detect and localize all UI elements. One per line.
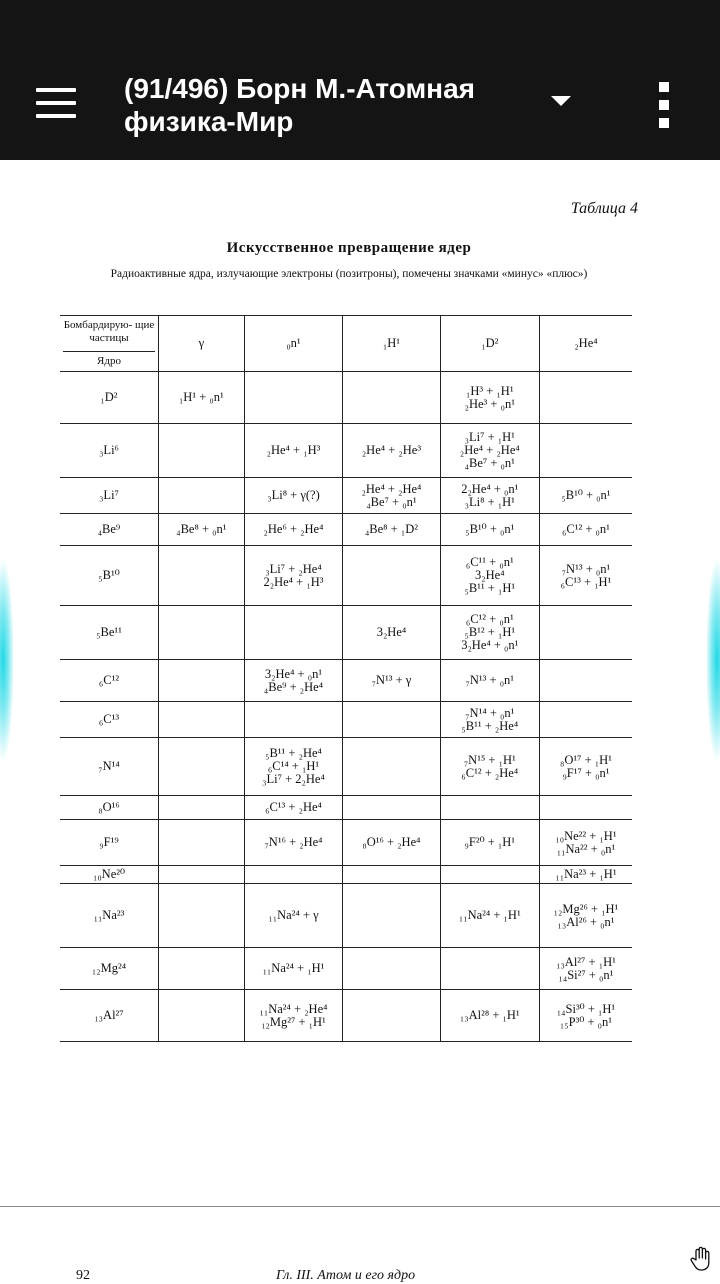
reaction-product: ₁₅P³⁰ + ₀n¹ [559, 1014, 613, 1029]
table-cell [440, 796, 539, 820]
reaction-product: ₇N¹⁵ + ₁H¹ [463, 752, 516, 767]
reaction-product: 3₂He⁴ + ₀n¹ [461, 638, 519, 652]
table-cell [539, 660, 632, 702]
table-cell [440, 424, 539, 478]
row-nucleus: ₉F¹⁹ [99, 835, 119, 849]
table-cell [244, 990, 343, 1042]
table-row [60, 948, 632, 990]
reaction-product: ₁₁Na²² + ₀n¹ [556, 841, 616, 856]
reaction-product: ₇N¹³ + ₀n¹ [465, 673, 515, 687]
column-header: ₁D² [440, 316, 539, 372]
table-cell [244, 660, 343, 702]
table-row [60, 546, 632, 606]
reaction-product: ₂He⁴ + ₁H³ [266, 443, 321, 457]
table-cell [244, 948, 343, 990]
table-cell [539, 796, 632, 820]
column-header: ₂He⁴ [539, 316, 632, 372]
hand-pan-icon[interactable] [690, 1246, 714, 1272]
reaction-product: ₂He⁴ + ₂He⁴ [361, 481, 422, 496]
reaction-product: ₁₁Na²⁴ + ₁H¹ [262, 961, 325, 975]
row-nucleus: ₁₂Mg²⁴ [91, 961, 127, 975]
document-title: (91/496) Борн М.-Атомная физика-Мир [124, 73, 475, 137]
table-cell [343, 738, 440, 796]
header-nucleus-label: Ядро [97, 355, 121, 367]
table-cell [244, 866, 343, 884]
table-cell [244, 546, 343, 606]
reaction-product: ₈O¹⁷ + ₁H¹ [560, 752, 612, 767]
table-row [60, 514, 632, 546]
table-cell [244, 884, 343, 948]
table-cell [539, 738, 632, 796]
table-cell [244, 514, 343, 546]
table-cell [343, 796, 440, 820]
footer-divider [0, 1206, 720, 1207]
reaction-product: ₇N¹⁶ + ₂He⁴ [264, 835, 323, 849]
reaction-product: ₃Li⁷ + ₂He⁴ [265, 561, 322, 576]
table-caption: Таблица 4 [570, 200, 638, 217]
table-cell [440, 702, 539, 738]
reaction-product: ₆C¹² + ₀n¹ [465, 612, 514, 626]
page-edge-glow-right [706, 560, 720, 760]
table-cell [440, 820, 539, 866]
reaction-product: ₁₂Mg²⁷ + ₁H¹ [261, 1014, 326, 1029]
reaction-product: ₆C¹⁴ + ₁H¹ [267, 759, 320, 773]
hamburger-menu-icon[interactable] [36, 88, 76, 118]
table-cell [343, 424, 440, 478]
table-row [60, 424, 632, 478]
reaction-product: ₁H¹ + ₀n¹ [178, 390, 224, 404]
reaction-product: ₁₃Al²⁸ + ₁H¹ [459, 1008, 520, 1022]
reaction-product: 2₂He⁴ + ₁H³ [263, 574, 324, 589]
table-cell [440, 948, 539, 990]
reaction-product: ₄Be⁸ + ₀n¹ [176, 522, 227, 536]
reaction-product: ₄Be⁷ + ₀n¹ [464, 456, 515, 470]
document-page[interactable] [60, 190, 638, 1090]
table-cell [539, 990, 632, 1042]
row-nucleus: ₅B¹⁰ [98, 568, 120, 582]
table-cell [539, 546, 632, 606]
table-cell [440, 866, 539, 884]
header-corner-cell [60, 316, 159, 372]
table-subtitle: Радиоактивные ядра, излучающие электроны (позитроны), помечены значками «минус» «плюс») [110, 268, 588, 280]
column-header: γ [159, 316, 245, 372]
table-cell [159, 546, 245, 606]
table-cell [343, 372, 440, 424]
nuclear-transmutation-table [60, 315, 632, 1042]
reaction-product: ₂He⁴ + ₂He³ [361, 443, 422, 457]
reaction-product: ₄Be⁷ + ₀n¹ [366, 494, 417, 509]
table-cell [440, 738, 539, 796]
table-cell [343, 606, 440, 660]
table-cell [343, 514, 440, 546]
page-edge-glow-left [0, 560, 14, 760]
reaction-product: ₃Li⁷ + 2₂He⁴ [262, 772, 325, 786]
table-cell [244, 702, 343, 738]
table-cell [539, 514, 632, 546]
reaction-product: 3₂He⁴ [475, 568, 505, 582]
table-cell [539, 820, 632, 866]
reaction-product: ₅B¹¹ + ₂He⁴ [265, 746, 322, 760]
table-cell [343, 702, 440, 738]
row-nucleus: ₃Li⁷ [99, 488, 119, 502]
table-cell [343, 546, 440, 606]
table-cell [244, 796, 343, 820]
table-cell [159, 866, 245, 884]
reaction-product: ₉F¹⁷ + ₀n¹ [562, 765, 610, 780]
table-cell [159, 702, 245, 738]
table-cell [440, 606, 539, 660]
reaction-product: ₅B¹¹ + ₁H¹ [464, 581, 516, 595]
reaction-product: ₇N¹³ + γ [371, 673, 412, 687]
table-title: Искусственное превращение ядер [226, 240, 472, 256]
caret-down-icon[interactable] [546, 94, 576, 114]
table-cell [440, 546, 539, 606]
row-nucleus: ₆C¹² [98, 673, 120, 687]
row-nucleus: ₈O¹⁶ [98, 800, 120, 814]
table-row [60, 796, 632, 820]
reaction-product: ₉F²⁰ + ₁H¹ [464, 835, 516, 849]
more-vertical-icon[interactable] [652, 82, 676, 128]
reaction-product: ₁₃Al²⁶ + ₀n¹ [557, 914, 615, 929]
table-row [60, 372, 632, 424]
table-cell [159, 990, 245, 1042]
table-cell [343, 884, 440, 948]
table-cell [440, 514, 539, 546]
table-cell [539, 372, 632, 424]
table-row [60, 702, 632, 738]
table-cell [244, 478, 343, 514]
reaction-product: ₈O¹⁶ + ₂He⁴ [362, 835, 421, 849]
table-cell [440, 372, 539, 424]
reaction-product: ₁₄Si²⁷ + ₀n¹ [558, 967, 614, 982]
table-cell [343, 660, 440, 702]
table-row [60, 884, 632, 948]
table-cell [539, 702, 632, 738]
row-nucleus: ₁D² [100, 390, 118, 404]
table-row [60, 738, 632, 796]
table-cell [539, 866, 632, 884]
reaction-product: ₁₁Na²⁴ + γ [268, 908, 319, 922]
reaction-product: ₆C¹¹ + ₀n¹ [465, 555, 514, 569]
reaction-product: ₁₁Na²³ + ₁H¹ [555, 867, 617, 881]
reaction-product: ₃Li⁸ + ₁H¹ [464, 494, 515, 509]
reaction-product: ₁H³ + ₁H¹ [466, 383, 514, 398]
table-cell [159, 796, 245, 820]
table-cell [539, 606, 632, 660]
reaction-product: 3₂He⁴ [376, 625, 407, 639]
table-cell [539, 884, 632, 948]
table-cell [159, 606, 245, 660]
table-cell [343, 948, 440, 990]
column-header: ₁H¹ [343, 316, 440, 372]
row-nucleus: ₇N¹⁴ [98, 759, 120, 773]
reaction-product: ₆C¹³ + ₂He⁴ [265, 800, 322, 814]
table-row [60, 606, 632, 660]
table-cell [343, 478, 440, 514]
reaction-product: ₁₄Si³⁰ + ₁H¹ [556, 1001, 616, 1016]
reaction-product: ₄Be⁹ + ₂He⁴ [263, 679, 324, 694]
row-nucleus: ₁₃Al²⁷ [94, 1008, 124, 1022]
column-header: ₀n¹ [244, 316, 343, 372]
row-nucleus: ₅Be¹¹ [96, 625, 122, 639]
table-cell [440, 884, 539, 948]
table-cell [244, 820, 343, 866]
reaction-product: ₆C¹² + ₀n¹ [562, 522, 610, 536]
table-row [60, 820, 632, 866]
table-cell [440, 660, 539, 702]
table-cell [343, 990, 440, 1042]
table-cell [159, 948, 245, 990]
table-row [60, 866, 632, 884]
reaction-product: ₁₃Al²⁷ + ₁H¹ [556, 954, 616, 969]
reaction-product: ₁₂Mg²⁶ + ₁H¹ [553, 901, 619, 916]
table-row [60, 478, 632, 514]
table-cell [343, 866, 440, 884]
table-cell [440, 478, 539, 514]
table-cell [159, 820, 245, 866]
reaction-product: ₁₁Na²⁴ + ₂He⁴ [259, 1001, 328, 1016]
reaction-product: ₅B¹² + ₁H¹ [464, 625, 516, 639]
table-cell [343, 820, 440, 866]
row-nucleus: ₄Be⁹ [97, 522, 121, 536]
table-row [60, 990, 632, 1042]
row-nucleus: ₁₁Na²³ [93, 908, 125, 922]
reaction-product: 2₂He⁴ + ₀n¹ [461, 481, 519, 496]
reaction-product: ₂He⁶ + ₂He⁴ [263, 522, 324, 536]
reaction-product: ₆C¹³ + ₁H¹ [560, 574, 612, 589]
reaction-product: ₅B¹⁰ + ₀n¹ [465, 522, 515, 536]
table-cell [159, 372, 245, 424]
reaction-product: 3₂He⁴ + ₀n¹ [264, 666, 323, 681]
row-nucleus: ₃Li⁶ [99, 443, 119, 457]
page-number: 92 [76, 1268, 90, 1283]
table-cell [159, 884, 245, 948]
table-cell [244, 424, 343, 478]
reaction-product: ₃Li⁸ + γ(?) [267, 488, 320, 502]
table-cell [440, 990, 539, 1042]
table-cell [159, 478, 245, 514]
table-header-row [60, 316, 632, 372]
table-cell [244, 738, 343, 796]
table-cell [159, 738, 245, 796]
table-body [60, 372, 632, 1042]
reaction-product: ₆C¹² + ₂He⁴ [461, 765, 519, 780]
reaction-product: ₃Li⁷ + ₁H¹ [464, 430, 515, 444]
table-cell [539, 424, 632, 478]
app-toolbar [0, 0, 720, 160]
reaction-product: ₅B¹¹ + ₂He⁴ [461, 718, 519, 733]
table-cell [539, 948, 632, 990]
reaction-product: ₇N¹³ + ₀n¹ [561, 561, 611, 576]
row-nucleus: ₆C¹³ [98, 712, 120, 726]
reaction-product: ₇N¹⁴ + ₀n¹ [465, 705, 515, 720]
row-nucleus: ₁₀Ne²⁰ [92, 867, 126, 881]
table-cell [159, 514, 245, 546]
reaction-product: ₁₁Na²⁴ + ₁H¹ [458, 908, 521, 922]
table-cell [539, 478, 632, 514]
table-cell [159, 660, 245, 702]
table-row [60, 660, 632, 702]
reaction-product: ₁₀Ne²² + ₁H¹ [555, 828, 617, 843]
table-cell [159, 424, 245, 478]
table-cell [244, 606, 343, 660]
table-cell [244, 372, 343, 424]
reaction-product: ₄Be⁸ + ₁D² [364, 522, 418, 536]
header-particles-label: Бомбардирую- щие частицы [63, 319, 155, 344]
reaction-product: ₅B¹⁰ + ₀n¹ [561, 488, 611, 502]
running-head: Гл. III. Атом и его ядро [276, 1268, 416, 1283]
reaction-product: ₂He⁴ + ₂He⁴ [459, 443, 520, 457]
reaction-product: ₂He³ + ₀n¹ [464, 396, 515, 411]
